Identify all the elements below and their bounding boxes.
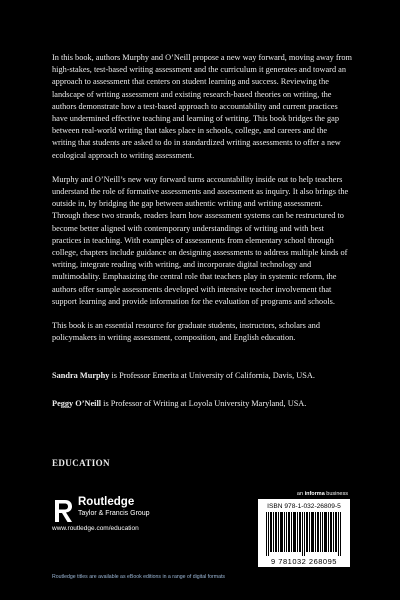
author-name-2: Peggy O’Neill <box>52 399 102 409</box>
description-paragraph-1: In this book, authors Murphy and O’Neill propose a new way forward, moving away from high-stakes, test-based writing assessment and the curriculum it generates and toward an approach to assessment that centers on student learning and success. Reviewing the landscape of writing assessment and existing research-based theories on writing, the authors demonstrate how a test-based approach to accountability and current practices have undermined effective teaching and learning of writing. This book bridges the gap between real-world writing that takes place in schools, college, and careers and the writing that students are asked to do in standardized writing assessments to offer a new ecological approach to writing assessment. <box>52 53 353 160</box>
author-bio-2 <box>52 398 352 410</box>
ebook-availability-note: Routledge titles are available as eBook editions in a range of digital formats <box>52 574 226 580</box>
isbn-label: ISBN 978-1-032-26809-5 <box>267 503 341 510</box>
publisher-group: Taylor & Francis Group <box>78 510 150 517</box>
description-paragraph-2: Murphy and O’Neill’s new way forward turns accountability inside out to help teachers understand the role of formative assessments and assessment as inquiry. It also brings the outside in, by bridging the gap between authentic writing and writing assessment. Through these two strands, readers learn how assessment systems can be restructured to become better aligned with contemporary understandings of writing and with best practices in teaching. With examples of assessments from elementary school through college, chapters include guidance on designing assessments to address multiple kinds of writing, integrate reading with writing, and incorporate digital technology and multimodality. Emphasizing the central role that teachers play in systemic reform, the authors offer sample assessments developed with intensive teacher involvement that support learning and provide information for the evaluation of programs and schools. <box>52 174 349 306</box>
informa-tagline <box>258 491 348 497</box>
informa-prefix: an <box>296 491 305 497</box>
author-bio-text-1: is Professor Emerita at University of California, Davis, USA. <box>109 371 315 380</box>
routledge-logo-icon <box>52 498 74 524</box>
barcode-bars <box>266 512 342 556</box>
informa-suffix: business <box>324 491 348 497</box>
author-bio-1 <box>52 370 352 382</box>
book-description <box>52 52 352 356</box>
publisher-url: www.routledge.com/education <box>52 525 139 532</box>
publisher-name: Routledge <box>78 496 135 508</box>
description-paragraph-3: This book is an essential resource for graduate students, instructors, scholars and policymakers in writing assessment, composition, and English education. <box>52 321 320 343</box>
publisher-block <box>52 496 192 536</box>
author-name-1: Sandra Murphy <box>52 371 110 380</box>
informa-brand: informa <box>304 491 325 497</box>
barcode-digits: 9 781032 268095 <box>271 557 337 566</box>
subject-category: EDUCATION <box>52 458 110 468</box>
isbn-barcode <box>258 499 350 567</box>
author-bios <box>52 370 352 426</box>
author-bio-text-2: is Professor of Writing at Loyola University Maryland, USA. <box>101 399 307 409</box>
